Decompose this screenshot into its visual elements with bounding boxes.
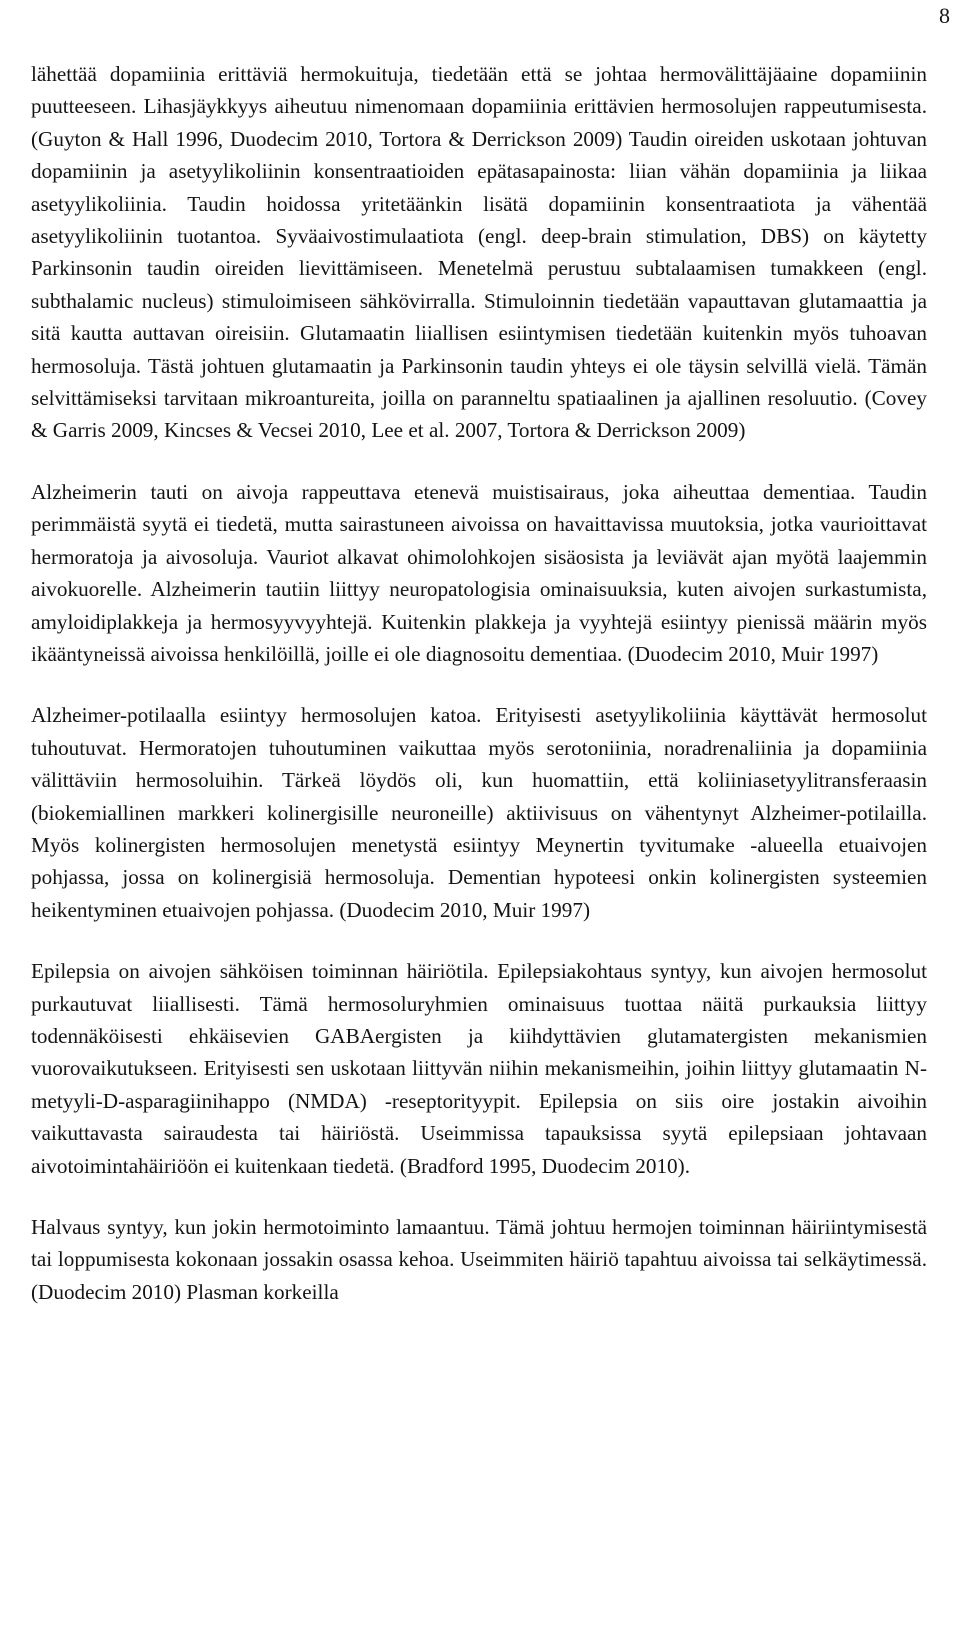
paragraph-alzheimer-intro: Alzheimerin tauti on aivoja rappeuttava etenevä muistisairaus, joka aiheuttaa dementiaa. Taudin perimmäistä syytä ei tiedetä, mutta sairastuneen aivoissa on havaittavissa muutoksia, jotka vaurioittavat hermoratoja ja aivosoluja. Vauriot alkavat ohimolohkojen sisäosista ja leviävät ajan myötä laajemmin aivokuorelle. Alzheimerin tautiin liittyy neuropatologisia ominaisuuksia, kuten aivojen surkastumista, amyloidiplakkeja ja hermosyyvyyhtejä. Kuitenkin plakkeja ja vyyhtejä esiintyy pienissä määrin myös ikääntyneissä aivoissa henkilöillä, joille ei ole diagnosoitu dementiaa. (Duodecim 2010, Muir 1997)	[31, 479, 927, 666]
paragraph-paralysis: Halvaus syntyy, kun jokin hermotoiminto lamaantuu. Tämä johtuu hermojen toiminnan häiriintymisestä tai loppumisesta kokonaan jossakin osassa kehoa. Useimmiten häiriö tapahtuu aivoissa tai selkäytimessä. (Duodecim 2010) Plasman korkeilla	[31, 1215, 927, 1304]
paragraph-alzheimer-neurons: Alzheimer-potilaalla esiintyy hermosolujen katoa. Erityisesti asetyylikoliinia käyttävät hermosolut tuhoutuvat. Hermoratojen tuhoutuminen vaikuttaa myös serotoniinia, noradrenaliinia ja dopamiinia välittäviin hermosoluihin. Tärkeä löydös oli, kun huomattiin, että koliiniasetyylitransferaasin (biokemiallinen markkeri kolinergisille neuroneille) aktiivisuus on vähentynyt Alzheimer-potilailla. Myös kolinergisten hermosolujen menetystä esiintyy Meynertin tyvitumake -alueella etuaivojen pohjassa, jossa on kolinergisiä hermosoluja. Dementian hypoteesi onkin kolinergisten systeemien heikentyminen etuaivojen pohjassa. (Duodecim 2010, Muir 1997)	[31, 703, 927, 922]
page-number: 8	[939, 3, 950, 28]
paragraph-parkinson: lähettää dopamiinia erittäviä hermokuituja, tiedetään että se johtaa hermovälittäjäaine dopamiinin puutteeseen. Lihasjäykkyys aiheutuu nimenomaan dopamiinia erittävien hermosolujen rappeutumisesta. (Guyton & Hall 1996, Duodecim 2010, Tortora & Derrickson 2009) Taudin oireiden uskotaan johtuvan dopamiinin ja asetyylikoliinin konsentraatioiden epätasapainosta: liian vähän dopamiinia ja liikaa asetyylikoliinia. Taudin hoidossa yritetäänkin lisätä dopamiinin konsentraatiota ja vähentää asetyylikoliinin tuotantoa. Syväaivostimulaatiota (engl. deep-brain stimulation, DBS) on käytetty Parkinsonin taudin oireiden lievittämiseen. Menetelmä perustuu subtalaamisen tumakkeen (engl. subthalamic nucleus) stimuloimiseen sähkövirralla. Stimuloinnin tiedetään vapauttavan glutamaattia ja sitä kautta auttavan oireisiin. Glutamaatin liiallisen esiintymisen tiedetään kuitenkin myös tuhoavan hermosoluja. Tästä johtuen glutamaatin ja Parkinsonin taudin yhteys ei ole täysin selvillä vielä. Tämän selvittämiseksi tarvitaan mikroantureita, joilla on paranneltu spatiaalinen ja ajallinen resoluutio. (Covey & Garris 2009, Kincses & Vecsei 2010, Lee et al. 2007, Tortora & Derrickson 2009)	[31, 62, 927, 443]
body-text	[31, 58, 927, 1337]
paragraph-epilepsy: Epilepsia on aivojen sähköisen toiminnan häiriötila. Epilepsiakohtaus syntyy, kun aivojen hermosolut purkautuvat liiallisesti. Tämä hermosoluryhmien ominaisuus tuottaa näitä purkauksia liittyy todennäköisesti ehkäisevien GABAergisten ja kiihdyttävien glutamatergisten mekanismien vuorovaikutukseen. Erityisesti sen uskotaan liittyvän niihin mekanismeihin, joihin liittyy glutamaatin N-metyyli-D-asparagiinihappo (NMDA) -reseptorityypit. Epilepsia on siis oire jostakin aivoihin vaikuttavasta sairaudesta tai häiriöstä. Useimmissa tapauksissa syytä epilepsiaan johtavaan aivotoimintahäiriöön ei kuitenkaan tiedetä. (Bradford 1995, Duodecim 2010).	[31, 959, 927, 1178]
